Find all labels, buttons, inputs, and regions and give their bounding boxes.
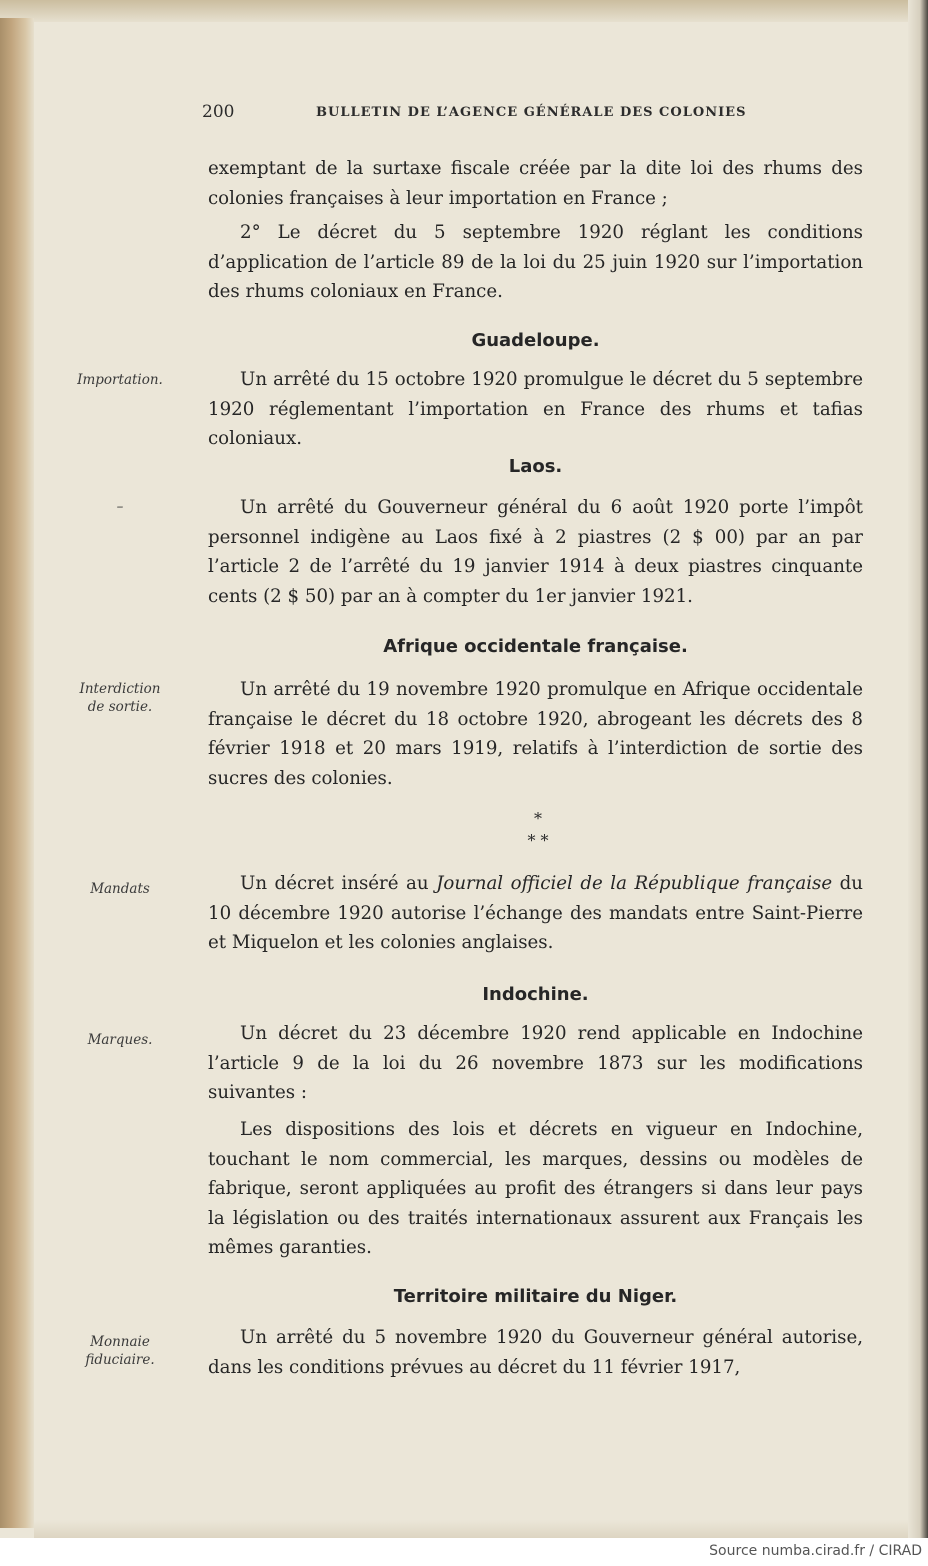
margin-note-interdiction-line-1: Interdiction bbox=[79, 681, 161, 697]
book-binding bbox=[0, 18, 34, 1528]
margin-note-importation: Importation. bbox=[77, 372, 163, 388]
margin-note-monnaie-line-2: fiduciaire. bbox=[85, 1352, 155, 1368]
running-title: BULLETIN DE L’AGENCE GÉNÉRALE DES COLONIES bbox=[316, 105, 747, 120]
source-credit: Source numba.cirad.fr / CIRAD bbox=[709, 1543, 922, 1559]
paragraph-indochine-decret: Un décret du 23 décembre 1920 rend applicable en Indochine l’article 9 de la loi du 26 novembre 1873 sur les modifications suivantes : bbox=[208, 1023, 863, 1103]
margin-note-monnaie bbox=[40, 1333, 200, 1369]
paragraph-afrique-occidentale: Un arrêté du 19 novembre 1920 promulque en Afrique occidentale française le décret du 18 octobre 1920, abrogeant les décrets des 8 février 1918 et 20 mars 1919, relatifs à l’interdiction de sortie des sucres des colonies. bbox=[208, 679, 863, 789]
paragraph-indochine-dispositions: Les dispositions des lois et décrets en vigueur en Indochine, touchant le nom commercial, les marques, dessins ou modèles de fabrique, seront appliquées au profit des étrangers si dans leur pays la législation ou des traités internationaux assurent aux Français les mêmes garanties. bbox=[208, 1119, 863, 1258]
page-bottom-edge bbox=[34, 1520, 908, 1538]
margin-note-monnaie-line-1: Monnaie bbox=[90, 1334, 150, 1350]
paragraph-guadeloupe: Un arrêté du 15 octobre 1920 promulgue le décret du 5 septembre 1920 réglementant l’importation en France des rhums et tafias coloniaux. bbox=[208, 369, 863, 449]
heading-indochine: Indochine. bbox=[482, 984, 589, 1005]
paragraph-niger: Un arrêté du 5 novembre 1920 du Gouverneur général autorise, dans les conditions prévues au décret du 11 février 1917, bbox=[208, 1327, 863, 1378]
heading-guadeloupe: Guadeloupe. bbox=[471, 330, 600, 351]
journal-officiel-title: Journal officiel de la République française bbox=[436, 873, 833, 894]
paragraph-laos: Un arrêté du Gouverneur général du 6 août 1920 porte l’impôt personnel indigène au Laos fixé à 2 piastres (2 $ 00) par an par l’article 2 de l’arrêté du 19 janvier 1914 à deux piastres cinquante cents (2 $ 50) par an à compter du 1er janvier 1921. bbox=[208, 497, 863, 607]
page-header bbox=[200, 102, 800, 126]
paragraph-mandats-start: Un décret inséré au bbox=[240, 873, 437, 894]
heading-afrique-occidentale: Afrique occidentale française. bbox=[383, 636, 688, 657]
page-right-edge bbox=[908, 0, 928, 1538]
heading-niger: Territoire militaire du Niger. bbox=[393, 1286, 678, 1307]
heading-laos: Laos. bbox=[508, 456, 563, 477]
margin-note-mandats: Mandats bbox=[90, 881, 150, 897]
page-number: 200 bbox=[202, 102, 235, 122]
paragraph-decret-5-septembre: 2° Le décret du 5 septembre 1920 réglant les conditions d’application de l’article 89 de la loi du 25 juin 1920 sur l’importation des rhums coloniaux en France. bbox=[208, 222, 863, 302]
paragraph-mandats bbox=[208, 869, 863, 958]
separator-star-top: * bbox=[534, 809, 542, 828]
page-top-edge bbox=[0, 0, 928, 22]
margin-note-dash: – bbox=[116, 499, 124, 515]
margin-note-marques: Marques. bbox=[87, 1032, 153, 1048]
paragraph-surtaxe: exemptant de la surtaxe fiscale créée par la dite loi des rhums des colonies françaises à leur importation en France ; bbox=[208, 158, 863, 209]
section-separator bbox=[508, 808, 568, 852]
separator-stars-bottom: * * bbox=[527, 831, 549, 850]
margin-note-interdiction bbox=[40, 680, 200, 716]
margin-note-interdiction-line-2: de sortie. bbox=[87, 699, 153, 715]
paragraph-mandats-end: du 10 décembre 1920 autorise l’échange des mandats entre Saint-Pierre et Miquelon et les colonies anglaises. bbox=[208, 873, 863, 953]
